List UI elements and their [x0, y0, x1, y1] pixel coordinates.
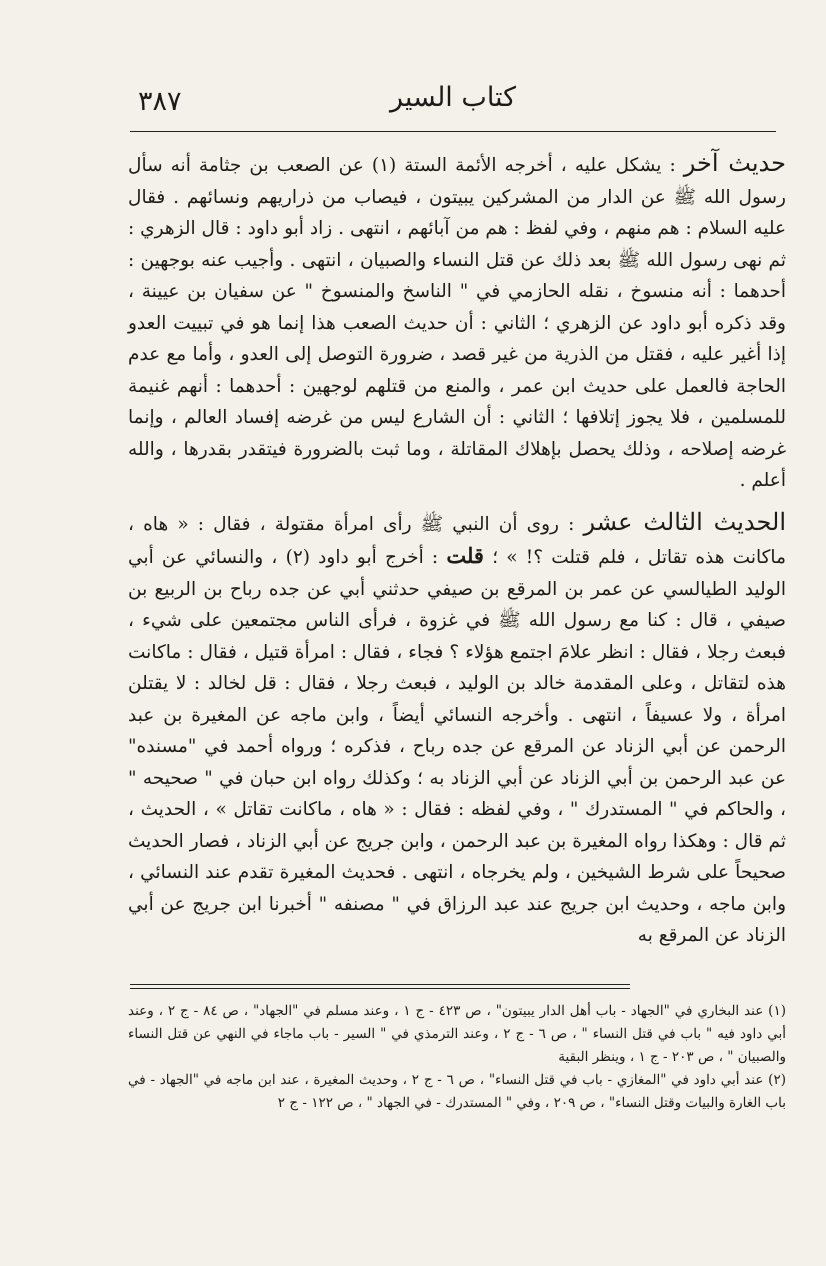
footnotes — [128, 1000, 786, 1115]
paragraph-hadith-13 — [128, 507, 786, 952]
paragraph-text: : يشكل عليه ، أخرجه الأئمة الستة (١) عن الصعب بن جثامة أنه سأل رسول الله ﷺ عن الدار من المشركين يبيتون ، فيصاب من ذراريهم ونسائهم . فقال عليه السلام : هم منهم ، وفي لفظ : هم من آبائهم ، انتهى . زاد أبو داود : قال الزهري : ثم نهى رسول الله ﷺ بعد ذلك عن قتل النساء والصبيان ، انتهى . وأجيب عنه بوجهين : أحدهما : أنه منسوخ ، نقله الحازمي في " الناسخ والمنسوخ " عن سفيان بن عيينة ، وقد ذكره أبو داود عن الزهري ؛ الثاني : أن حديث الصعب هذا إنما هو في تبييت العدو إذا أغير عليه ، فقتل من الذرية من غير قصد ، ضرورة التوصل إلى العدو ، وأما مع عدم الحاجة فالعمل على حديث ابن عمر ، والمنع من قتلهم لوجهين : أحدهما : أنهم غنيمة للمسلمين ، فلا يجوز إتلافها ؛ الثاني : أن الشارع ليس من غرضه إفساد العالم ، وإنما غرضه إصلاحه ، وذلك يحصل بإهلاك المقاتلة ، وما ثبت بالضرورة فيتقدر بقدرها ، والله أعلم . — [128, 155, 786, 491]
section-lead: الحديث الثالث عشر — [583, 507, 786, 536]
section-lead: حديث آخر — [683, 149, 786, 177]
main-text — [128, 148, 786, 952]
page-header — [130, 72, 776, 132]
paragraph-hadith-akhar — [128, 148, 786, 497]
footnote-2: (٢) عند أبي داود في "المغازي - باب في قتل النساء" ، ص ٦ - ج ٢ ، وحديث المغيرة ، عند ابن ماجه في "الجهاد - في باب الغارة والبيات وقتل النساء" ، ص ٢٠٩ ، وفي " المستدرك - في الجهاد " ، ص ١٢٢ - ج ٢ — [128, 1072, 786, 1111]
paragraph-text: : روى أن النبي ﷺ رأى امرأة مقتولة ، فقال : « هاه ، ماكانت هذه تقاتل ، فلم قتلت ؟! » ؛ — [128, 513, 786, 568]
header-rule — [130, 131, 776, 132]
footnote-1: (١) عند البخاري في "الجهاد - باب أهل الدار يبيتون" ، ص ٤٢٣ - ج ١ ، وعند مسلم في "الجهاد" ، ص ٨٤ - ج ٢ ، وعند أبي داود فيه " باب في قتل النساء " ، ص ٦ - ج ٢ ، وعند الترمذي في " السير - باب ماجاء في النهي عن قتل النساء والصبيان " ، ص ٢٠٣ - ج ١ ، وينظر البقية — [128, 1003, 786, 1065]
paragraph-text: : أخرج أبو داود (٢) ، والنسائي عن أبي الوليد الطيالسي عن عمر بن المرقع بن صيفي حدثني أبي عن جده رباح بن الربيع بن صيفي ، قال : كنا مع رسول الله ﷺ في غزوة ، فرأى الناس مجتمعين على شيء ، فبعث رجلا ، فقال : انظر علامَ اجتمع هؤلاء ؟ فجاء ، فقال : امرأة قتيل ، فقال : ماكانت هذه لتقاتل ، وعلى المقدمة خالد بن الوليد ، فبعث رجلا ، فقال : قل لخالد : لا يقتلن امرأة ، ولا عسيفاً ، انتهى . وأخرجه النسائي أيضاً ، وابن ماجه عن المغيرة بن عبد الرحمن عن أبي الزناد عن المرقع عن جده رباح ، فذكره ؛ ورواه أحمد في "مسنده" عن عبد الرحمن بن أبي الزناد عن أبي الزناد به ؛ وكذلك رواه ابن حبان في " صحيحه " ، والحاكم في " المستدرك " ، وفي لفظه : فقال : « هاه ، ماكانت تقاتل » ، الحديث ، ثم قال : وهكذا رواه المغيرة بن عبد الرحمن ، وابن جريج عن أبي الزناد ، فصار الحديث صحيحاً على شرط الشيخين ، ولم يخرجاه ، انتهى . فحديث المغيرة تقدم عند النسائي ، وابن ماجه ، وحديث ابن جريج عند عبد الرزاق في " مصنفه " أخبرنا ابن جريج عن أبي الزناد عن المرقع به — [128, 547, 786, 946]
page-number: ٣٨٧ — [138, 86, 182, 117]
footnote-rule-double — [130, 988, 630, 989]
keyword-qultu: قلت — [446, 543, 484, 568]
footnote-rule — [130, 984, 630, 985]
running-title: كتاب السير — [389, 82, 517, 113]
